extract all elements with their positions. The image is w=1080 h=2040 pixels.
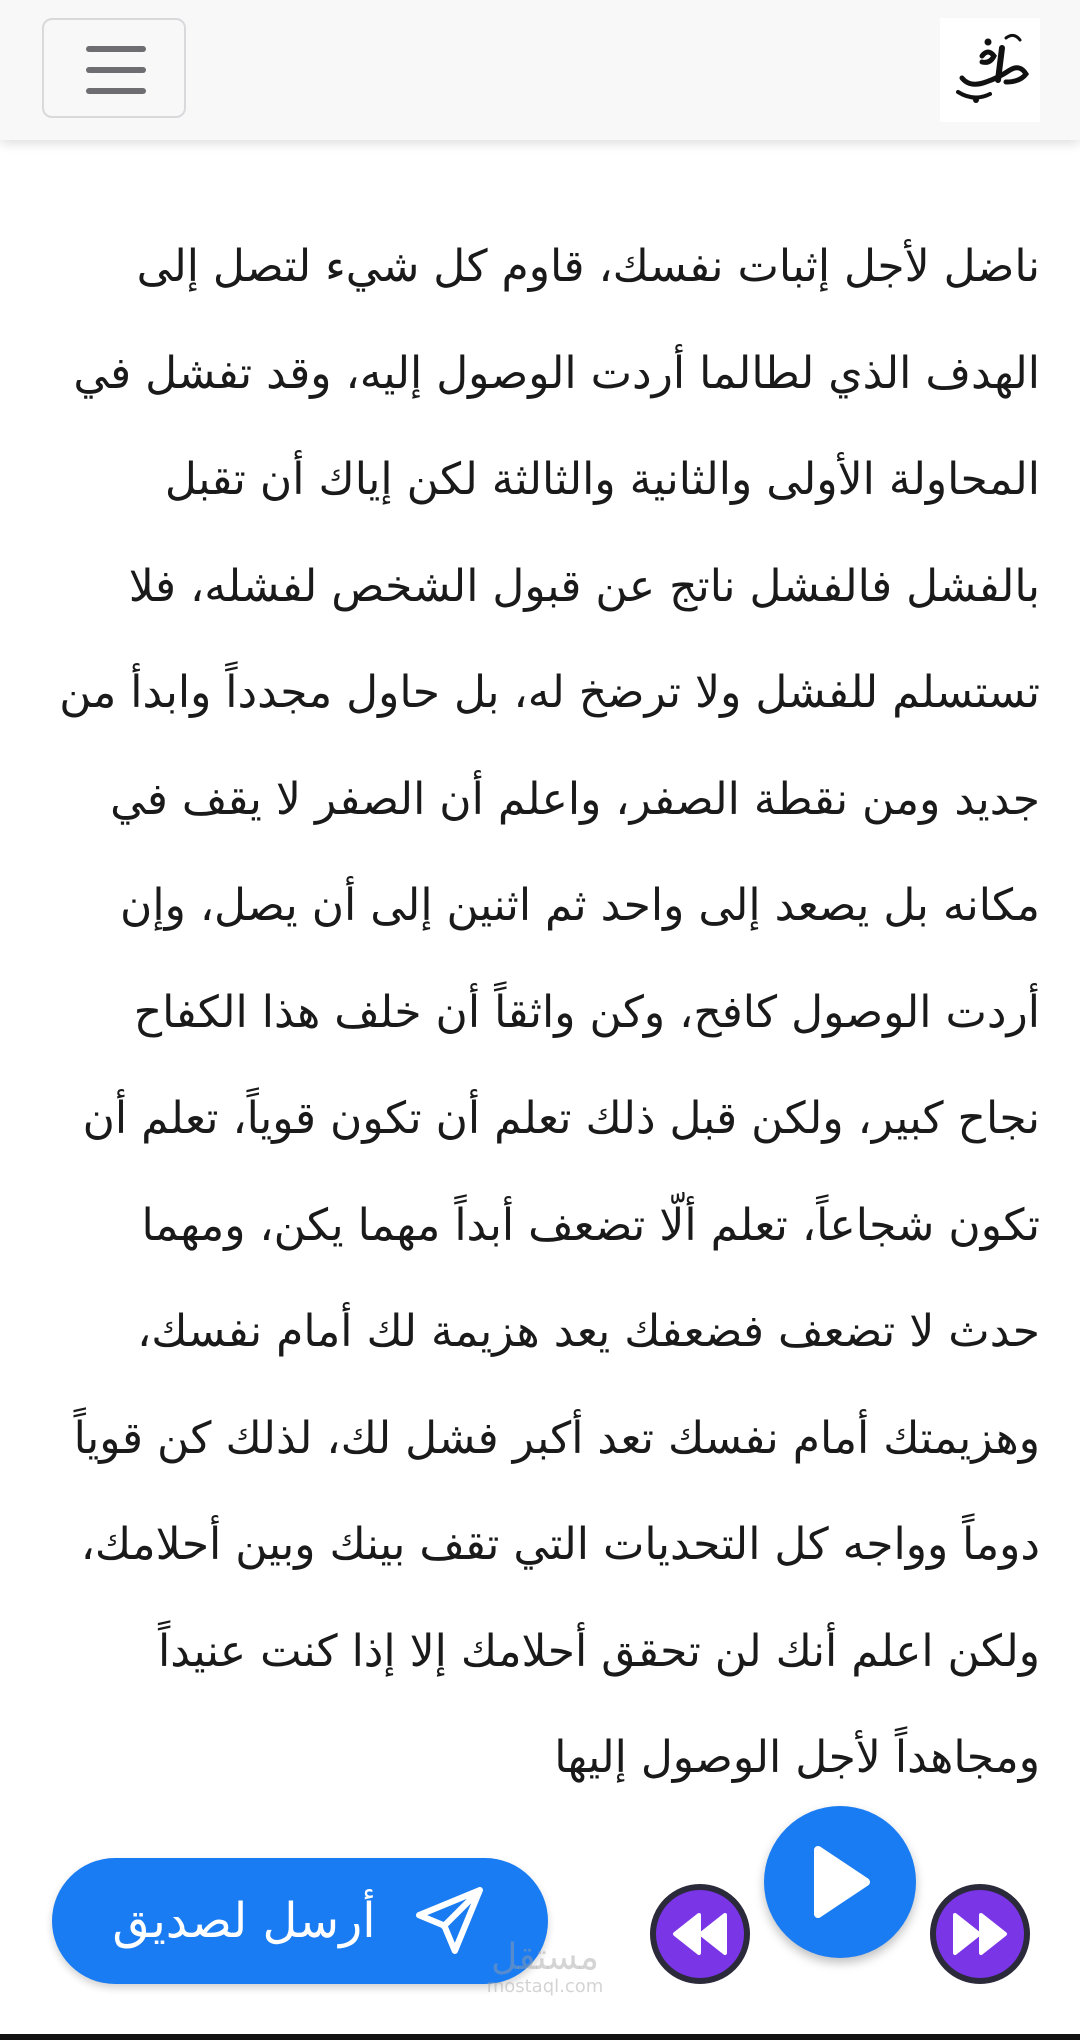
send-label: أرسل لصديق xyxy=(112,1893,376,1949)
hamburger-line xyxy=(86,67,146,73)
hamburger-line xyxy=(86,46,146,52)
rewind-button[interactable] xyxy=(650,1884,750,1984)
play-icon xyxy=(804,1842,876,1922)
mostaql-watermark xyxy=(470,1937,620,1997)
top-navbar xyxy=(0,0,1080,140)
rewind-icon xyxy=(671,1911,729,1957)
menu-toggle-button[interactable] xyxy=(42,18,186,118)
watermark-latin: mostaql.com xyxy=(486,1976,604,1997)
logo-calligraphy-icon xyxy=(940,18,1040,122)
play-button[interactable] xyxy=(764,1806,916,1958)
watermark-arabic: مستقل xyxy=(491,1937,599,1978)
hamburger-line xyxy=(86,88,146,94)
article-body: ناضل لأجل إثبات نفسك، قاوم كل شيء لتصل إلى الهدف الذي لطالما أردت الوصول إليه، وقد تفشل في المحاولة الأولى والثانية والثالثة لكن إياك أن تقبل بالفشل فالفشل ناتج عن قبول الشخص لفشله، فلا تستسلم للفشل ولا ترضخ له، بل حاول مجدداً وابدأ من جديد ومن نقطة الصفر، واعلم أن الصفر لا يقف في مكانه بل يصعد إلى واحد ثم اثنين إلى أن يصل، وإن أردت الوصول كافح، وكن واثقاً أن خلف هذا الكفاح نجاح كبير، ولكن قبل ذلك تعلم أن تكون قوياً، تعلم أن تكون شجاعاً، تعلم ألّا تضعف أبداً مهما يكن، ومهما حدث لا تضعف فضعفك يعد هزيمة لك أمام نفسك، وهزيمتك أمام نفسك تعد أكبر فشل لك، لذلك كن قوياً دوماً وواجه كل التحديات التي تقف بينك وبين أحلامك، ولكن اعلم أنك لن تحقق أحلامك إلا إذا كنت عنيداً ومجاهداً لأجل الوصول إليها xyxy=(59,241,1040,1783)
bottom-edge-bar xyxy=(0,2034,1080,2040)
fast-forward-icon xyxy=(951,1911,1009,1957)
fast-forward-button[interactable] xyxy=(930,1884,1030,1984)
site-logo[interactable] xyxy=(940,18,1040,122)
